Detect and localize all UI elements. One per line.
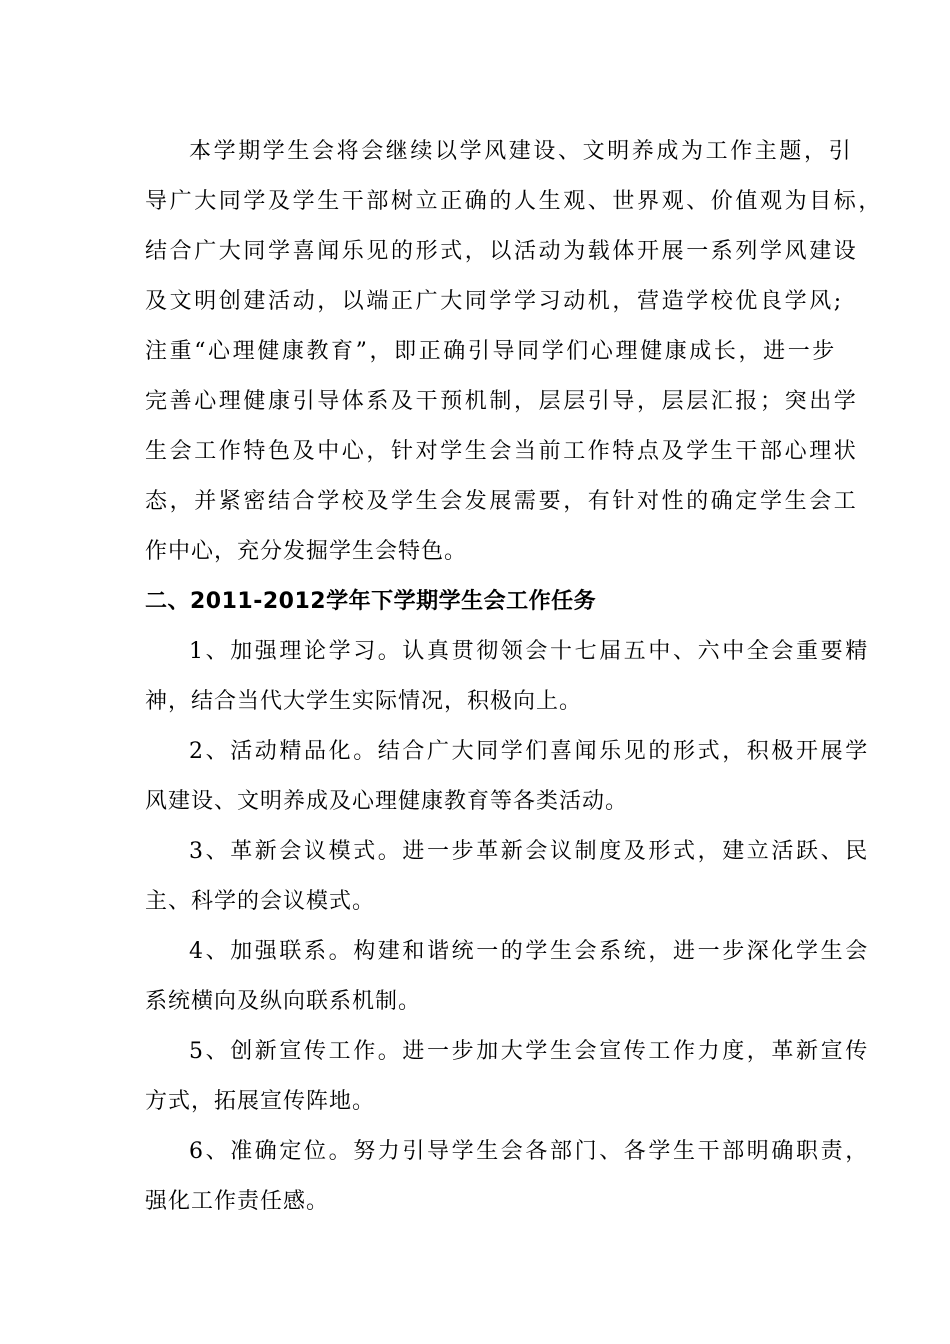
intro-line-6: 完善心理健康引导体系及干预机制，层层引导，层层汇报；突出学 (145, 389, 859, 414)
task-6-line-2: 强化工作责任感。 (145, 1189, 330, 1214)
task-3-line-2: 主、科学的会议模式。 (145, 889, 376, 914)
task-1-line-1: 1、加强理论学习。认真贯彻领会十七届五中、六中全会重要精 (189, 639, 870, 664)
intro-line-1: 本学期学生会将会继续以学风建设、文明养成为工作主题，引 (189, 139, 854, 164)
intro-line-9: 作中心，充分发掘学生会特色。 (145, 539, 468, 564)
intro-line-5: 注重“心理健康教育”，即正确引导同学们心理健康成长，进一步 (145, 339, 837, 364)
intro-line-7: 生会工作特色及中心，针对学生会当前工作特点及学生干部心理状 (145, 439, 859, 464)
task-4-line-2: 系统横向及纵向联系机制。 (145, 989, 422, 1014)
task-4-line-1: 4、加强联系。构建和谐统一的学生会系统，进一步深化学生会 (189, 939, 870, 964)
task-1-line-2: 神，结合当代大学生实际情况，积极向上。 (145, 689, 583, 714)
intro-line-8: 态，并紧密结合学校及学生会发展需要，有针对性的确定学生会工 (145, 489, 859, 514)
task-5-line-2: 方式，拓展宣传阵地。 (145, 1089, 376, 1114)
intro-line-3: 结合广大同学喜闻乐见的形式，以活动为载体开展一系列学风建设 (145, 239, 859, 264)
task-2-line-1: 2、活动精品化。结合广大同学们喜闻乐见的形式，积极开展学 (189, 739, 870, 764)
intro-line-4: 及文明创建活动，以端正广大同学学习动机，营造学校优良学风; (145, 289, 844, 314)
section-heading: 二、2011-2012学年下学期学生会工作任务 (145, 589, 597, 614)
task-5-line-1: 5、创新宣传工作。进一步加大学生会宣传工作力度，革新宣传 (189, 1039, 870, 1064)
task-6-line-1: 6、准确定位。努力引导学生会各部门、各学生干部明确职责， (189, 1139, 870, 1164)
task-2-line-2: 风建设、文明养成及心理健康教育等各类活动。 (145, 789, 629, 814)
task-3-line-1: 3、革新会议模式。进一步革新会议制度及形式，建立活跃、民 (189, 839, 870, 864)
intro-line-2: 导广大同学及学生干部树立正确的人生观、世界观、价值观为目标， (145, 189, 884, 214)
